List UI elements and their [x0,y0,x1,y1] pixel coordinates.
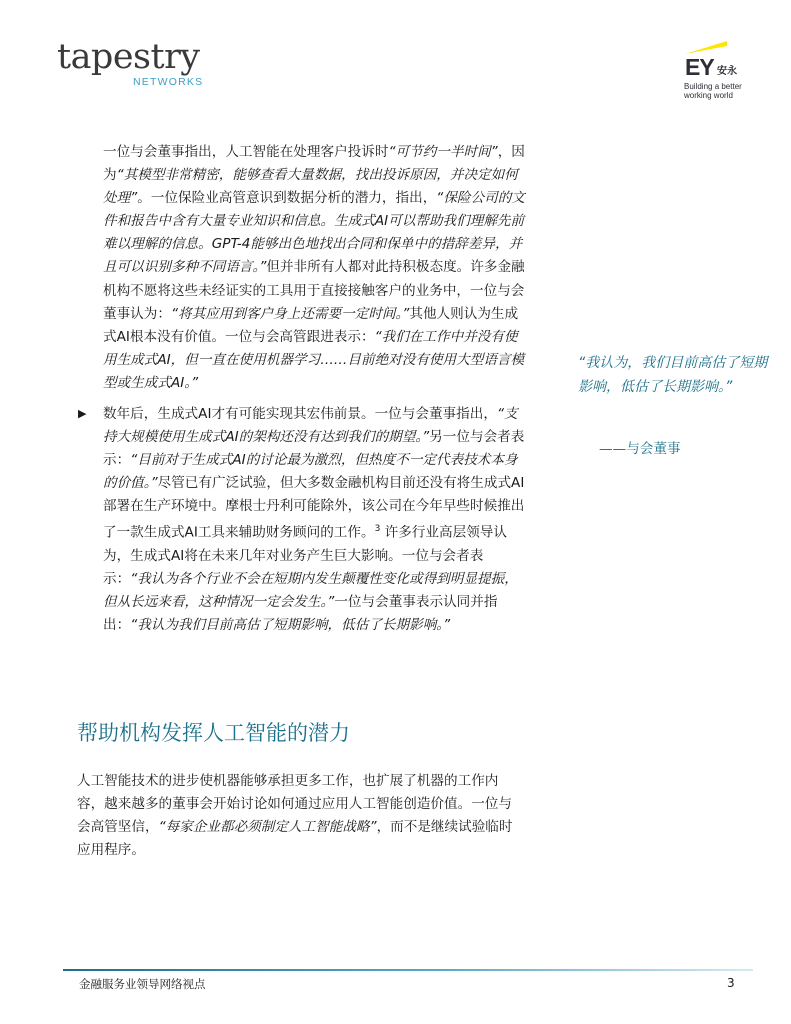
ey-logo-chinese: 安永 [717,66,737,77]
ey-tagline [684,82,764,100]
quote-run: “每家企业都必须制定人工智能战略” [158,819,377,836]
section-heading: 帮助机构发挥人工智能的潜力 [77,721,350,745]
quote-run: “可节约一半时间” [388,144,498,160]
ey-logo-word: EY [685,54,714,80]
quote-run: “支持大规模使用生成式AI的架构还没有达到我们的期望。” [103,406,518,446]
footnote-ref: 3 [374,524,381,535]
text-run: 但并非所有人都对此持积极态度。许多金融机构不愿将这些未经证实的工具用于直接接触客户的业务中，一位与会董事认为： [103,259,525,322]
bullet-arrow-icon: ▶ [78,407,87,420]
quote-run: “我认为我们目前高估了短期影响，低估了长期影响。” [130,617,451,634]
quote-run: “目前对于生成式AI的讨论最为激烈，但热度不一定代表技术本身的价值。” [103,452,518,492]
quote-run: “我们在工作中并没有使用生成式AI，但一直在使用机器学习……目前绝对没有使用大型语言模型或生成式AI。” [103,328,525,391]
text-run: 尽管已有广泛试验，但大多数金融机构目前还没有将生成式AI部署在生产环境中。摩根士丹利可能除外，该公司在今年早些时候推出了一款生成式AI工具来辅助财务顾问的工作。 [103,475,525,541]
text-run: 许多行业高层领导认为，生成式AI将在未来几年对业务产生巨大影响。一位与会者表示： [103,525,507,588]
ey-logo [683,36,763,106]
pull-quote: “我认为，我们目前高估了短期影响，低估了长期影响。” [578,355,768,395]
pull-quote-attribution: ——与会董事 [599,441,681,457]
text-run: 数年后，生成式AI才有可能实现其宏伟前景。一位与会董事指出， [103,406,497,422]
text-run: 。一位保险业高管意识到数据分析的潜力，指出， [137,190,437,207]
text-run: 其他人则认为生成式AI根本没有价值。一位与会高管跟进表示： [103,305,519,345]
paragraph-intro [103,141,530,395]
ey-tagline-line1: Building a better [684,82,742,91]
quote-run: “其模型非常精密，能够查看大量数据，找出投诉原因，并决定如何处理” [103,167,518,207]
footer-divider [63,969,753,971]
bullet-text [103,403,530,637]
text-run: ，因为 [103,144,525,184]
text-run: 另一位与会者表示： [103,429,525,469]
text-run: 一位与会董事指出，人工智能在处理客户投诉时 [103,144,389,160]
text-run: ，而不是继续试验临时应用程序。 [77,819,513,859]
networks-logo-word: NETWORKS [133,76,204,88]
text-run: 人工智能技术的进步使机器能够承担更多工作，也扩展了机器的工作内容，越来越多的董事会开始讨论如何通过应用人工智能创造价值。一位与会高管坚信， [77,773,512,836]
page-number: 3 [727,976,735,990]
footer-title: 金融服务业领导网络视点 [79,977,206,991]
text-run: 一位与会董事表示认同并指出： [103,594,498,634]
quote-run: “将其应用到客户身上还需要一定时间。” [170,305,410,322]
tapestry-logo-word: tapestry [57,37,200,77]
quote-run: “我认为各个行业不会在短期内发生颠覆性变化或得到明显提振，但从长远来看，这种情况一定会发生。” [103,571,518,611]
paragraph-section [77,770,517,862]
ey-tagline-line2: working world [684,91,733,100]
tapestry-networks-logo [57,37,207,90]
quote-run: “保险公司的文件和报告中含有大量专业知识和信息。生成式AI可以帮助我们理解先前难以理解的信息。GPT-4能够出色地找出合同和保单中的措辞差异，并且可以识别多种不同语言。” [103,190,525,276]
